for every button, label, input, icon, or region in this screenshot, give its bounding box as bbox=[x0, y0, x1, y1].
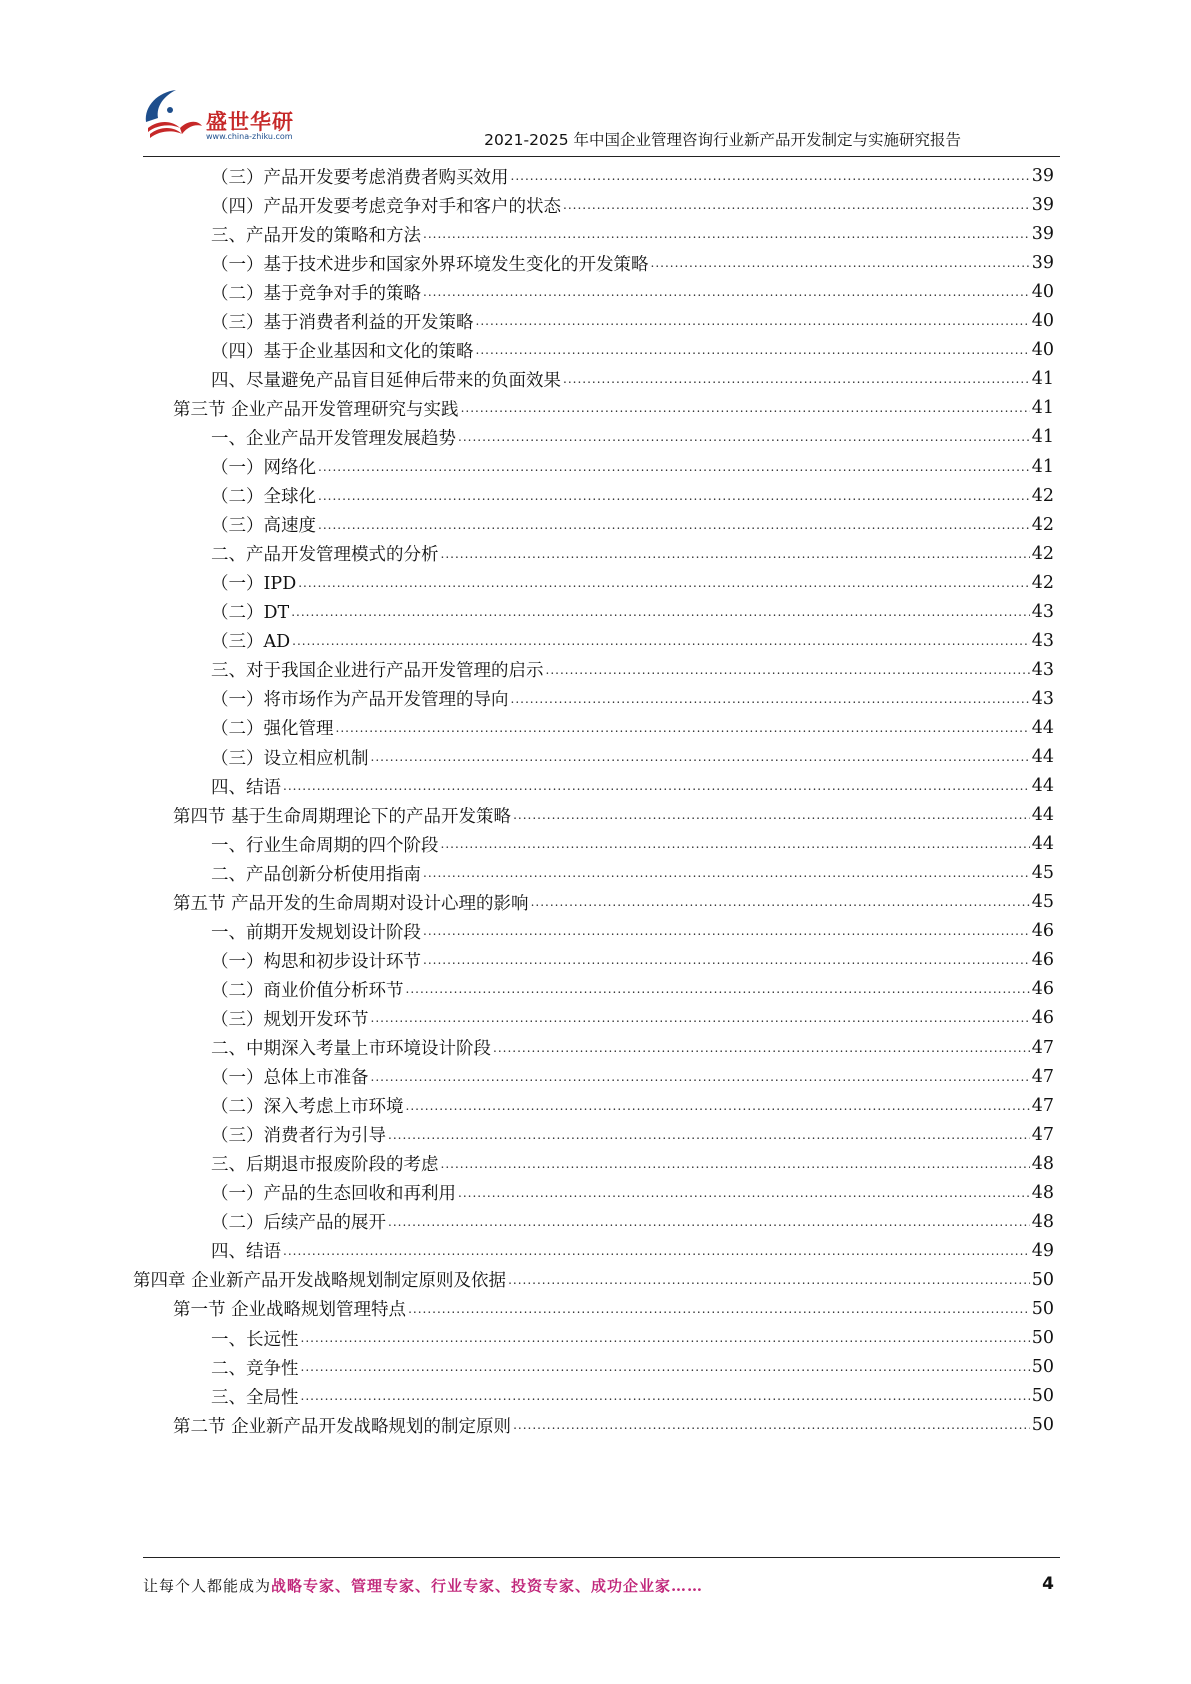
toc-entry-page: 50 bbox=[1031, 1328, 1054, 1348]
toc-dot-leader bbox=[318, 515, 1030, 535]
toc-entry-title: 一、前期开发规划设计阶段 bbox=[211, 922, 421, 943]
toc-entry-title: （三）消费者行为引导 bbox=[211, 1126, 386, 1147]
toc-dot-leader bbox=[423, 921, 1030, 941]
toc-entry-title: 第三节 企业产品开发管理研究与实践 bbox=[173, 399, 459, 420]
toc-entry-page: 41 bbox=[1031, 398, 1054, 419]
toc-dot-leader bbox=[513, 805, 1030, 825]
report-title: 2021-2025 年中国企业管理咨询行业新产品开发制定与实施研究报告 bbox=[484, 131, 961, 149]
toc-entry-page: 50 bbox=[1031, 1357, 1054, 1378]
page-number: 4 bbox=[1042, 1574, 1054, 1594]
header-divider bbox=[143, 156, 1060, 157]
toc-entry-title: （一）总体上市准备 bbox=[211, 1068, 369, 1089]
toc-dot-leader bbox=[423, 950, 1030, 970]
toc-entry[interactable] bbox=[211, 335, 1054, 365]
toc-entry-page: 43 bbox=[1031, 630, 1054, 651]
toc-entry-title: （四）基于企业基因和文化的策略 bbox=[211, 341, 474, 362]
toc-dot-leader bbox=[292, 631, 1030, 651]
toc-entry-page: 42 bbox=[1031, 485, 1054, 506]
toc-entry-page: 41 bbox=[1031, 369, 1054, 390]
logo-text: 盛世华研 bbox=[206, 110, 294, 134]
toc-dot-leader bbox=[406, 979, 1030, 999]
toc-dot-leader bbox=[493, 1038, 1030, 1058]
toc-dot-leader bbox=[301, 1328, 1030, 1348]
toc-entry[interactable] bbox=[211, 1236, 1054, 1266]
toc-entry-page: 49 bbox=[1031, 1240, 1054, 1261]
toc-dot-leader bbox=[441, 544, 1030, 564]
page-header bbox=[0, 0, 1191, 160]
toc-entry-title: （三）规划开发环节 bbox=[211, 1009, 369, 1030]
toc-entry-title: 一、行业生命周期的四个阶段 bbox=[211, 835, 439, 856]
toc-entry-title: 三、全局性 bbox=[211, 1387, 299, 1408]
toc-entry-title: （一）网络化 bbox=[211, 458, 316, 478]
toc-entry[interactable] bbox=[211, 306, 1054, 336]
toc-entry[interactable] bbox=[211, 539, 1054, 569]
toc-entry-page: 46 bbox=[1031, 950, 1054, 971]
toc-entry[interactable] bbox=[211, 655, 1054, 685]
toc-dot-leader bbox=[651, 253, 1030, 273]
toc-dot-leader bbox=[408, 1299, 1030, 1319]
toc-entry-page: 50 bbox=[1031, 1269, 1054, 1290]
toc-entry[interactable] bbox=[211, 161, 1054, 191]
toc-entry-page: 39 bbox=[1031, 253, 1054, 274]
toc-entry[interactable] bbox=[211, 858, 1054, 888]
toc-entry[interactable] bbox=[173, 800, 1054, 830]
toc-dot-leader bbox=[461, 398, 1030, 418]
toc-dot-leader bbox=[511, 689, 1030, 709]
toc-entry-page: 40 bbox=[1031, 282, 1054, 303]
toc-entry-page: 48 bbox=[1031, 1211, 1054, 1232]
toc-entry-page: 42 bbox=[1031, 543, 1054, 564]
toc-entry-page: 48 bbox=[1031, 1182, 1054, 1203]
toc-entry[interactable] bbox=[211, 219, 1054, 249]
toc-dot-leader bbox=[423, 863, 1030, 883]
toc-dot-leader bbox=[301, 1386, 1030, 1406]
toc-entry-title: 三、对于我国企业进行产品开发管理的启示 bbox=[211, 661, 544, 682]
toc-entry-title: 一、企业产品开发管理发展趋势 bbox=[211, 428, 456, 449]
toc-entry-title: （二）基于竞争对手的策略 bbox=[211, 283, 421, 304]
toc-entry-title: （三）AD bbox=[211, 632, 291, 653]
toc-entry[interactable] bbox=[211, 277, 1054, 307]
toc-entry-page: 47 bbox=[1031, 1037, 1054, 1058]
toc-dot-leader bbox=[318, 486, 1030, 506]
toc-dot-leader bbox=[563, 195, 1030, 215]
toc-entry-page: 50 bbox=[1031, 1386, 1054, 1407]
toc-entry-page: 45 bbox=[1031, 863, 1054, 884]
toc-entry-page: 44 bbox=[1031, 747, 1054, 767]
toc-entry-page: 44 bbox=[1031, 805, 1054, 826]
toc-entry-page: 41 bbox=[1031, 456, 1054, 477]
toc-entry-title: 三、产品开发的策略和方法 bbox=[211, 225, 421, 246]
toc-entry-page: 47 bbox=[1031, 1124, 1054, 1145]
toc-entry[interactable] bbox=[211, 974, 1054, 1004]
toc-entry-title: 二、竞争性 bbox=[211, 1358, 299, 1379]
toc-dot-leader bbox=[511, 166, 1030, 186]
toc-entry-page: 43 bbox=[1031, 601, 1054, 622]
toc-entry-title: 四、结语 bbox=[211, 1242, 281, 1263]
toc-entry[interactable] bbox=[211, 1091, 1054, 1121]
toc-dot-leader bbox=[291, 602, 1030, 622]
toc-entry[interactable] bbox=[211, 771, 1054, 801]
toc-dot-leader bbox=[301, 1357, 1030, 1377]
toc-entry-title: （二）深入考虑上市环境 bbox=[211, 1097, 404, 1118]
toc-entry-page: 50 bbox=[1031, 1415, 1054, 1436]
toc-dot-leader bbox=[283, 1241, 1030, 1261]
toc-entry[interactable] bbox=[211, 945, 1054, 975]
toc-entry-page: 39 bbox=[1031, 195, 1054, 216]
toc-entry[interactable] bbox=[211, 597, 1054, 627]
toc-entry-title: （三）基于消费者利益的开发策略 bbox=[211, 312, 474, 333]
toc-entry[interactable] bbox=[211, 190, 1054, 220]
toc-entry-title: （一）产品的生态回收和再利用 bbox=[211, 1184, 456, 1205]
toc-entry[interactable] bbox=[211, 452, 1054, 482]
toc-dot-leader bbox=[388, 1125, 1030, 1145]
toc-entry-page: 48 bbox=[1031, 1153, 1054, 1174]
toc-dot-leader bbox=[423, 282, 1030, 302]
toc-entry[interactable] bbox=[173, 393, 1054, 423]
company-logo bbox=[140, 84, 310, 144]
toc-entry[interactable] bbox=[211, 1352, 1054, 1382]
toc-entry[interactable] bbox=[211, 422, 1054, 452]
toc-entry-title: （二）后续产品的展开 bbox=[211, 1213, 386, 1234]
toc-entry-page: 39 bbox=[1031, 166, 1054, 186]
toc-entry[interactable] bbox=[211, 1207, 1054, 1237]
toc-entry-page: 43 bbox=[1031, 688, 1054, 709]
toc-entry-title: 四、结语 bbox=[211, 777, 281, 798]
toc-entry[interactable] bbox=[211, 1003, 1054, 1033]
footer-divider bbox=[143, 1557, 1060, 1558]
toc-dot-leader bbox=[458, 1183, 1030, 1203]
toc-entry-page: 41 bbox=[1031, 427, 1054, 448]
toc-entry-title: 第四章 企业新产品开发战略规划制定原则及依据 bbox=[133, 1271, 507, 1292]
toc-entry-page: 42 bbox=[1031, 572, 1054, 593]
toc-entry-page: 44 bbox=[1031, 834, 1054, 855]
toc-entry[interactable] bbox=[211, 684, 1054, 714]
toc-entry-page: 43 bbox=[1031, 659, 1054, 680]
toc-entry-page: 46 bbox=[1031, 979, 1054, 1000]
toc-entry-title: （一）将市场作为产品开发管理的导向 bbox=[211, 690, 509, 711]
toc-entry[interactable] bbox=[211, 1178, 1054, 1208]
toc-entry-page: 44 bbox=[1031, 717, 1054, 738]
toc-entry-title: 一、长远性 bbox=[211, 1329, 299, 1350]
toc-entry[interactable] bbox=[211, 248, 1054, 278]
toc-dot-leader bbox=[371, 1067, 1030, 1087]
toc-entry-title: （一）基于技术进步和国家外界环境发生变化的开发策略 bbox=[211, 254, 649, 275]
toc-entry-title: （一）IPD bbox=[211, 574, 297, 595]
toc-entry-title: （二）全球化 bbox=[211, 487, 316, 508]
toc-dot-leader bbox=[298, 573, 1030, 593]
toc-entry[interactable] bbox=[211, 1381, 1054, 1411]
toc-entry-title: 四、尽量避免产品盲目延伸后带来的负面效果 bbox=[211, 370, 561, 391]
toc-entry-title: （一）构思和初步设计环节 bbox=[211, 951, 421, 972]
toc-entry-title: 二、产品开发管理模式的分析 bbox=[211, 545, 439, 566]
toc-dot-leader bbox=[531, 892, 1030, 912]
footer-slogan bbox=[143, 1575, 703, 1596]
toc-entry[interactable] bbox=[211, 713, 1054, 743]
toc-entry[interactable] bbox=[211, 568, 1054, 598]
toc-entry[interactable] bbox=[211, 829, 1054, 859]
toc-entry[interactable] bbox=[211, 481, 1054, 511]
toc-entry-title: 三、后期退市报废阶段的考虑 bbox=[211, 1155, 439, 1176]
toc-entry-title: （二）强化管理 bbox=[211, 719, 334, 740]
toc-entry-title: 第四节 基于生命周期理论下的产品开发策略 bbox=[173, 806, 512, 827]
toc-dot-leader bbox=[371, 1008, 1030, 1028]
toc-entry-page: 47 bbox=[1031, 1095, 1054, 1116]
toc-entry-page: 50 bbox=[1031, 1298, 1054, 1319]
toc-entry[interactable] bbox=[133, 1265, 1054, 1295]
toc-entry-page: 40 bbox=[1031, 311, 1054, 332]
footer-slogan-lead: 让每个人都能成为 bbox=[143, 1577, 272, 1595]
toc-entry[interactable] bbox=[211, 1033, 1054, 1063]
toc-dot-leader bbox=[563, 369, 1030, 389]
logo-url: www.china-zhiku.com bbox=[206, 132, 293, 141]
toc-entry[interactable] bbox=[211, 364, 1054, 394]
toc-entry[interactable] bbox=[173, 1410, 1054, 1440]
toc-entry-title: 第二节 企业新产品开发战略规划的制定原则 bbox=[173, 1416, 512, 1437]
toc-entry-title: 二、产品创新分析使用指南 bbox=[211, 864, 421, 885]
toc-entry[interactable] bbox=[211, 1323, 1054, 1353]
toc-entry-title: （三）设立相应机制 bbox=[211, 748, 369, 769]
toc-entry[interactable] bbox=[211, 1120, 1054, 1150]
toc-entry-page: 46 bbox=[1031, 1008, 1054, 1029]
book-swoosh-icon bbox=[140, 84, 204, 144]
toc-dot-leader bbox=[371, 747, 1030, 767]
toc-dot-leader bbox=[441, 1154, 1030, 1174]
toc-entry-page: 39 bbox=[1031, 224, 1054, 245]
toc-entry[interactable] bbox=[211, 742, 1054, 772]
footer-slogan-accent: 战略专家、管理专家、行业专家、投资专家、成功企业家…… bbox=[271, 1577, 704, 1595]
toc-entry-title: （三）产品开发要考虑消费者购买效用 bbox=[211, 167, 509, 188]
toc-entry[interactable] bbox=[211, 510, 1054, 540]
toc-entry-page: 47 bbox=[1031, 1066, 1054, 1087]
toc-dot-leader bbox=[441, 834, 1030, 854]
toc-entry[interactable] bbox=[211, 626, 1054, 656]
toc-entry-title: （二）DT bbox=[211, 603, 290, 624]
toc-entry-title: （三）高速度 bbox=[211, 516, 316, 537]
toc-entry-page: 44 bbox=[1031, 776, 1054, 797]
toc-entry-title: 第五节 产品开发的生命周期对设计心理的影响 bbox=[173, 893, 529, 914]
toc-entry[interactable] bbox=[173, 887, 1054, 917]
toc-entry[interactable] bbox=[211, 916, 1054, 946]
toc-entry[interactable] bbox=[211, 1062, 1054, 1092]
toc-entry-title: 第一节 企业战略规划管理特点 bbox=[173, 1300, 407, 1321]
toc-dot-leader bbox=[406, 1096, 1030, 1116]
toc-entry-page: 46 bbox=[1031, 921, 1054, 942]
toc-entry[interactable] bbox=[211, 1149, 1054, 1179]
toc-entry-title: （二）商业价值分析环节 bbox=[211, 980, 404, 1001]
toc-dot-leader bbox=[508, 1270, 1030, 1290]
toc-entry-page: 42 bbox=[1031, 514, 1054, 535]
toc-entry-title: （四）产品开发要考虑竞争对手和客户的状态 bbox=[211, 196, 561, 217]
toc-dot-leader bbox=[476, 311, 1030, 331]
toc-entry[interactable] bbox=[173, 1294, 1054, 1324]
toc-dot-leader bbox=[476, 340, 1030, 360]
toc-dot-leader bbox=[283, 776, 1030, 796]
toc-dot-leader bbox=[318, 457, 1030, 477]
toc-dot-leader bbox=[423, 224, 1030, 244]
toc-dot-leader bbox=[458, 427, 1030, 447]
toc-dot-leader bbox=[546, 660, 1030, 680]
toc-entry-page: 40 bbox=[1031, 340, 1054, 361]
toc-entry-title: 二、中期深入考量上市环境设计阶段 bbox=[211, 1039, 491, 1059]
toc-dot-leader bbox=[513, 1415, 1030, 1435]
toc-dot-leader bbox=[388, 1212, 1030, 1232]
toc-entry-page: 45 bbox=[1031, 892, 1054, 913]
toc-dot-leader bbox=[336, 718, 1030, 738]
